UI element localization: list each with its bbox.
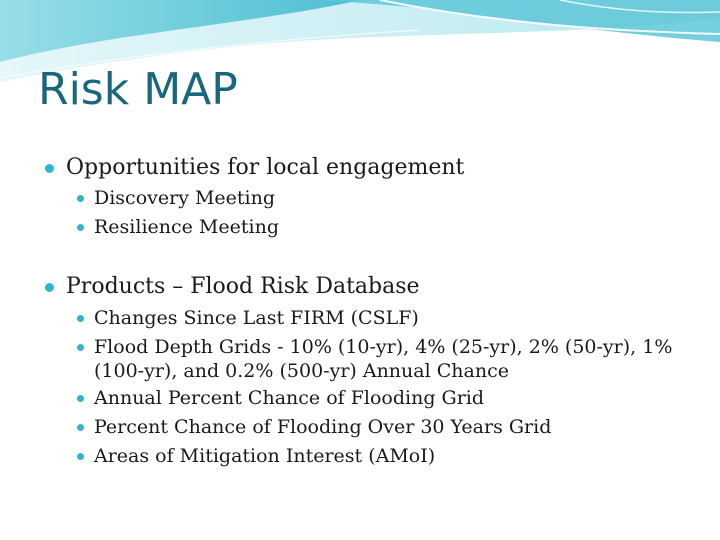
bullet-level1 bbox=[66, 273, 686, 301]
bullet-text: Opportunities for local engagement bbox=[66, 155, 465, 180]
bullet-text: Changes Since Last FIRM (CSLF) bbox=[94, 307, 419, 329]
bullet-text: Resilience Meeting bbox=[94, 216, 279, 238]
bullet-level2 bbox=[94, 306, 674, 330]
bullet-text: Discovery Meeting bbox=[94, 187, 276, 209]
bullet-dot-icon bbox=[77, 424, 84, 431]
bullet-text: Products – Flood Risk Database bbox=[66, 274, 420, 299]
bullet-dot-icon bbox=[77, 395, 84, 402]
bullet-text: Annual Percent Chance of Flooding Grid bbox=[94, 387, 485, 409]
bullet-dot-icon bbox=[45, 164, 54, 173]
bullet-text: Areas of Mitigation Interest (AMoI) bbox=[94, 445, 436, 467]
bullet-text: Percent Chance of Flooding Over 30 Years Grid bbox=[94, 416, 552, 438]
bullet-level1 bbox=[66, 154, 686, 182]
bullet-level2 bbox=[94, 415, 674, 439]
bullet-dot-icon bbox=[45, 283, 54, 292]
bullet-level2 bbox=[94, 215, 674, 239]
bullet-dot-icon bbox=[77, 315, 84, 322]
bullet-text: Flood Depth Grids - 10% (10-yr), 4% (25-yr), 2% (50-yr), 1% (100-yr), and 0.2% (500-yr) Annual Chance bbox=[94, 336, 673, 382]
bullet-dot-icon bbox=[77, 453, 84, 460]
bullet-level2 bbox=[94, 335, 674, 383]
bullet-level2 bbox=[94, 386, 674, 410]
bullet-dot-icon bbox=[77, 224, 84, 231]
bullet-level2 bbox=[94, 186, 674, 210]
slide-title: Risk MAP bbox=[38, 64, 238, 115]
bullet-dot-icon bbox=[77, 344, 84, 351]
bullet-level2 bbox=[94, 444, 674, 468]
bullet-dot-icon bbox=[77, 195, 84, 202]
